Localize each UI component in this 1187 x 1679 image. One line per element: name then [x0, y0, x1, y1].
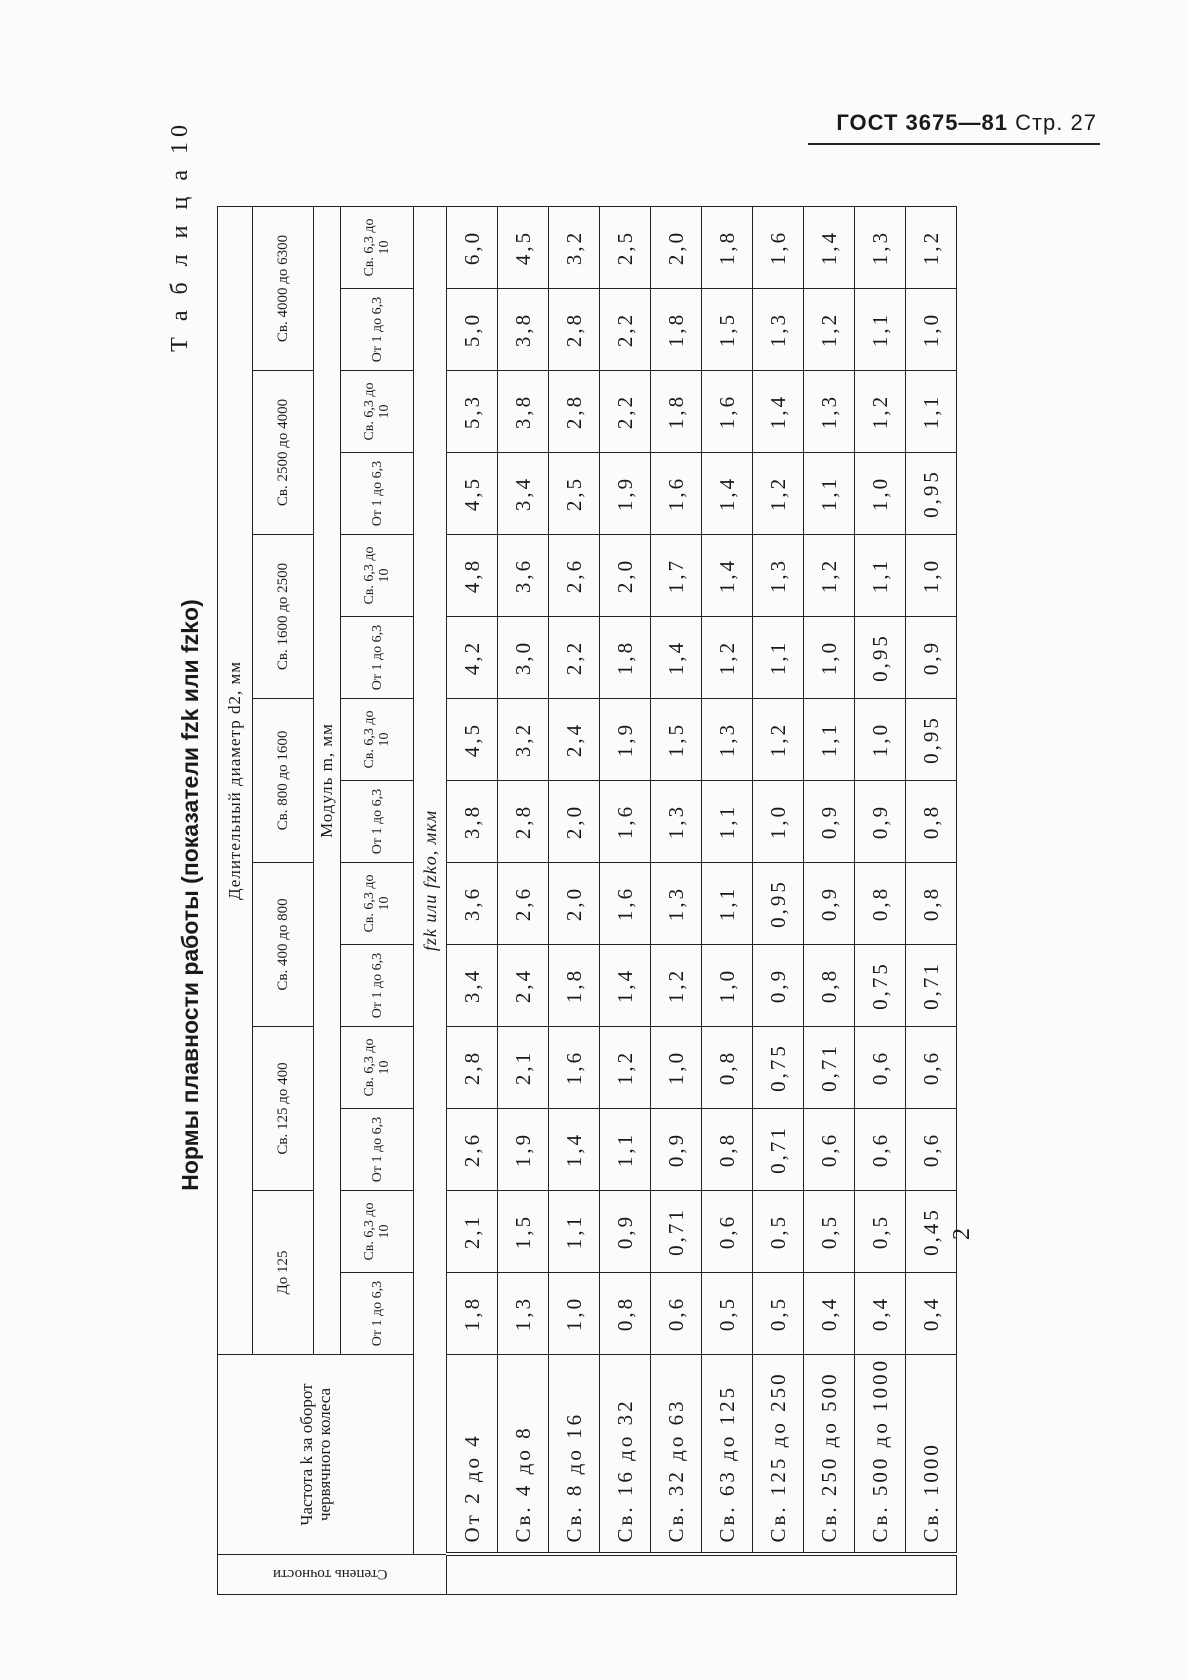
- value-cell: 1,0: [906, 535, 957, 617]
- value-cell: 1,9: [600, 453, 651, 535]
- value-cell: 1,1: [702, 781, 753, 863]
- value-cell: 0,9: [651, 1109, 702, 1191]
- value-cell: 1,6: [600, 863, 651, 945]
- frequency-label: Св. 1000: [906, 1355, 957, 1555]
- value-cell: 1,6: [651, 453, 702, 535]
- module-range-1-1: Св. 6,3 до 10: [341, 1027, 414, 1109]
- value-cell: 0,6: [855, 1027, 906, 1109]
- value-cell: 4,8: [447, 535, 498, 617]
- value-cell: 0,5: [753, 1273, 804, 1355]
- value-cell: 1,5: [702, 289, 753, 371]
- value-cell: 4,5: [447, 453, 498, 535]
- value-cell: 0,9: [753, 945, 804, 1027]
- value-cell: 2,4: [498, 945, 549, 1027]
- value-cell: 1,3: [753, 289, 804, 371]
- value-cell: 0,8: [906, 781, 957, 863]
- accuracy-header: Степень точности: [218, 1555, 447, 1595]
- value-cell: 2,8: [549, 371, 600, 453]
- value-cell: 1,2: [702, 617, 753, 699]
- value-cell: 2,5: [549, 453, 600, 535]
- value-cell: 1,0: [651, 1027, 702, 1109]
- value-cell: 3,6: [447, 863, 498, 945]
- value-cell: 1,8: [447, 1273, 498, 1355]
- value-cell: 0,4: [855, 1273, 906, 1355]
- table-body: [447, 207, 957, 1595]
- table-row: [906, 207, 957, 1595]
- value-cell: 2,8: [549, 289, 600, 371]
- frequency-label: Св. 500 до 1000: [855, 1355, 906, 1555]
- value-cell: 0,95: [906, 699, 957, 781]
- value-cell: 1,2: [906, 207, 957, 289]
- value-cell: 0,6: [906, 1027, 957, 1109]
- diameter-range-0: До 125: [253, 1191, 314, 1355]
- diameter-range-6: Св. 4000 до 6300: [253, 207, 314, 371]
- value-cell: 3,6: [498, 535, 549, 617]
- value-cell: 1,2: [651, 945, 702, 1027]
- value-cell: 3,4: [498, 453, 549, 535]
- value-cell: 0,9: [804, 863, 855, 945]
- value-cell: 0,5: [855, 1191, 906, 1273]
- value-cell: 1,0: [804, 617, 855, 699]
- page-number: Стр. 27: [1015, 110, 1097, 135]
- diameter-range-3: Св. 800 до 1600: [253, 699, 314, 863]
- module-header: Модуль m, мм: [314, 207, 341, 1355]
- value-cell: 0,9: [855, 781, 906, 863]
- frequency-label: Св. 4 до 8: [498, 1355, 549, 1555]
- value-cell: 1,8: [702, 207, 753, 289]
- value-cell: 1,1: [804, 699, 855, 781]
- table-title: [177, 195, 204, 1595]
- value-cell: 0,5: [702, 1273, 753, 1355]
- value-cell: 1,1: [804, 453, 855, 535]
- value-cell: 0,6: [906, 1109, 957, 1191]
- value-cell: 2,2: [600, 289, 651, 371]
- value-cell: 0,6: [804, 1109, 855, 1191]
- value-cell: 4,2: [447, 617, 498, 699]
- value-cell: 2,4: [549, 699, 600, 781]
- module-range-0-1: Св. 6,3 до 10: [341, 1191, 414, 1273]
- table-row: [549, 207, 600, 1595]
- value-cell: 1,0: [549, 1273, 600, 1355]
- value-cell: 0,5: [753, 1191, 804, 1273]
- value-cell: 0,8: [906, 863, 957, 945]
- module-range-5-1: Св. 6,3 до 10: [341, 371, 414, 453]
- table-row: [702, 207, 753, 1595]
- value-cell: 0,6: [702, 1191, 753, 1273]
- frequency-header: Частота k за оборот червячного колеса: [218, 1355, 414, 1555]
- norms-table-wrap: [217, 206, 957, 1595]
- value-cell: 0,4: [906, 1273, 957, 1355]
- value-cell: 3,4: [447, 945, 498, 1027]
- value-cell: 5,0: [447, 289, 498, 371]
- value-cell: 1,6: [702, 371, 753, 453]
- table-title-text: Нормы плавности работы (показатели fzk или fzko): [177, 599, 203, 1191]
- value-cell: 1,4: [753, 371, 804, 453]
- value-cell: 1,3: [702, 699, 753, 781]
- module-range-0-0: От 1 до 6,3: [341, 1273, 414, 1355]
- value-cell: 4,5: [447, 699, 498, 781]
- table-row: [804, 207, 855, 1595]
- value-cell: 2,0: [651, 207, 702, 289]
- value-cell: 0,95: [753, 863, 804, 945]
- value-cell: 0,8: [702, 1027, 753, 1109]
- value-cell: 1,2: [600, 1027, 651, 1109]
- value-cell: 1,4: [804, 207, 855, 289]
- value-cell: 0,75: [753, 1027, 804, 1109]
- value-cell: 1,0: [855, 699, 906, 781]
- value-cell: 1,4: [651, 617, 702, 699]
- value-cell: 1,8: [651, 289, 702, 371]
- value-cell: 1,2: [804, 289, 855, 371]
- diameter-range-2: Св. 400 до 800: [253, 863, 314, 1027]
- module-range-3-1: Св. 6,3 до 10: [341, 699, 414, 781]
- table-row: [447, 207, 498, 1595]
- value-cell: 0,8: [804, 945, 855, 1027]
- value-cell: 2,8: [498, 781, 549, 863]
- value-cell: 5,3: [447, 371, 498, 453]
- value-cell: 0,8: [855, 863, 906, 945]
- value-cell: 6,0: [447, 207, 498, 289]
- value-cell: 1,2: [855, 371, 906, 453]
- value-cell: 1,0: [702, 945, 753, 1027]
- value-cell: 1,1: [600, 1109, 651, 1191]
- value-cell: 1,7: [651, 535, 702, 617]
- value-cell: 2,6: [498, 863, 549, 945]
- module-range-4-0: От 1 до 6,3: [341, 617, 414, 699]
- value-cell: 0,9: [804, 781, 855, 863]
- value-cell: 2,0: [600, 535, 651, 617]
- value-cell: 0,8: [702, 1109, 753, 1191]
- value-cell: 0,8: [600, 1273, 651, 1355]
- value-cell: 1,9: [498, 1109, 549, 1191]
- value-cell: 1,4: [600, 945, 651, 1027]
- frequency-label: Св. 8 до 16: [549, 1355, 600, 1555]
- value-cell: 0,4: [804, 1273, 855, 1355]
- value-cell: 0,6: [855, 1109, 906, 1191]
- module-range-6-0: От 1 до 6,3: [341, 289, 414, 371]
- value-cell: 1,1: [753, 617, 804, 699]
- value-cell: 0,71: [651, 1191, 702, 1273]
- value-cell: 1,1: [855, 289, 906, 371]
- value-cell: 0,5: [804, 1191, 855, 1273]
- diameter-range-5: Св. 2500 до 4000: [253, 371, 314, 535]
- value-cell: 2,1: [498, 1027, 549, 1109]
- value-cell: 1,4: [702, 453, 753, 535]
- value-cell: 1,6: [600, 781, 651, 863]
- frequency-label: Св. 125 до 250: [753, 1355, 804, 1555]
- value-cell: 1,3: [651, 863, 702, 945]
- frequency-label: Св. 16 до 32: [600, 1355, 651, 1555]
- value-cell: 1,0: [753, 781, 804, 863]
- value-cell: 1,5: [651, 699, 702, 781]
- value-cell: 2,5: [600, 207, 651, 289]
- value-cell: 1,2: [753, 699, 804, 781]
- value-cell: 1,8: [651, 371, 702, 453]
- value-cell: 2,6: [549, 535, 600, 617]
- norms-table: [217, 206, 957, 1595]
- table-label: Т а б л и ц а 10: [167, 120, 193, 352]
- table-row: [600, 207, 651, 1595]
- value-cell: 1,3: [753, 535, 804, 617]
- module-range-2-1: Св. 6,3 до 10: [341, 863, 414, 945]
- value-cell: 2,8: [447, 1027, 498, 1109]
- table-row: [855, 207, 906, 1595]
- diameter-header: Делительный диаметр d2, мм: [218, 207, 253, 1355]
- module-range-5-0: От 1 до 6,3: [341, 453, 414, 535]
- value-cell: 1,3: [804, 371, 855, 453]
- value-cell: 0,75: [855, 945, 906, 1027]
- value-cell: 0,71: [906, 945, 957, 1027]
- value-cell: 0,71: [804, 1027, 855, 1109]
- value-cell: 0,6: [651, 1273, 702, 1355]
- value-cell: 2,0: [549, 781, 600, 863]
- value-cell: 1,2: [753, 453, 804, 535]
- value-cell: 3,2: [498, 699, 549, 781]
- value-cell: 1,1: [549, 1191, 600, 1273]
- table-row: [498, 207, 549, 1595]
- value-cell: 0,9: [600, 1191, 651, 1273]
- value-cell: 1,8: [600, 617, 651, 699]
- diameter-range-1: Св. 125 до 400: [253, 1027, 314, 1191]
- value-cell: 1,3: [498, 1273, 549, 1355]
- gost-number: ГОСТ 3675—81: [836, 110, 1008, 135]
- value-cell: 1,9: [600, 699, 651, 781]
- table-row: [651, 207, 702, 1595]
- frequency-label: Св. 250 до 500: [804, 1355, 855, 1555]
- value-cell: 1,5: [498, 1191, 549, 1273]
- value-cell: 0,45: [906, 1191, 957, 1273]
- value-cell: 2,0: [549, 863, 600, 945]
- value-cell: 0,95: [855, 617, 906, 699]
- value-cell: 2,2: [600, 371, 651, 453]
- value-cell: 1,8: [549, 945, 600, 1027]
- frequency-label: От 2 до 4: [447, 1355, 498, 1555]
- value-cell: 1,4: [702, 535, 753, 617]
- accuracy-grade-label: 2: [949, 1228, 975, 1240]
- diameter-range-4: Св. 1600 до 2500: [253, 535, 314, 699]
- table-row: [753, 207, 804, 1595]
- module-range-4-1: Св. 6,3 до 10: [341, 535, 414, 617]
- value-cell: 0,95: [906, 453, 957, 535]
- value-cell: 2,6: [447, 1109, 498, 1191]
- value-cell: 1,6: [549, 1027, 600, 1109]
- value-cell: 3,8: [498, 289, 549, 371]
- module-range-1-0: От 1 до 6,3: [341, 1109, 414, 1191]
- value-cell: 3,8: [498, 371, 549, 453]
- frequency-label: Св. 32 до 63: [651, 1355, 702, 1555]
- value-cell: 1,1: [906, 371, 957, 453]
- value-cell: 2,1: [447, 1191, 498, 1273]
- module-range-2-0: От 1 до 6,3: [341, 945, 414, 1027]
- value-cell: 2,2: [549, 617, 600, 699]
- value-cell: 1,3: [651, 781, 702, 863]
- value-cell: 3,2: [549, 207, 600, 289]
- value-cell: 1,1: [702, 863, 753, 945]
- value-cell: 4,5: [498, 207, 549, 289]
- value-cell: 3,8: [447, 781, 498, 863]
- value-cell: 1,6: [753, 207, 804, 289]
- value-cell: 0,71: [753, 1109, 804, 1191]
- module-range-3-0: От 1 до 6,3: [341, 781, 414, 863]
- units-header: fzk или fzko, мкм: [414, 207, 447, 1555]
- frequency-label: Св. 63 до 125: [702, 1355, 753, 1555]
- value-cell: 1,0: [906, 289, 957, 371]
- value-cell: 1,4: [549, 1109, 600, 1191]
- value-cell: 1,1: [855, 535, 906, 617]
- value-cell: 1,2: [804, 535, 855, 617]
- value-cell: 1,3: [855, 207, 906, 289]
- value-cell: 0,9: [906, 617, 957, 699]
- value-cell: 3,0: [498, 617, 549, 699]
- module-range-6-1: Св. 6,3 до 10: [341, 207, 414, 289]
- value-cell: 1,0: [855, 453, 906, 535]
- units-row: [414, 207, 447, 1595]
- accuracy-cell: [447, 1555, 957, 1595]
